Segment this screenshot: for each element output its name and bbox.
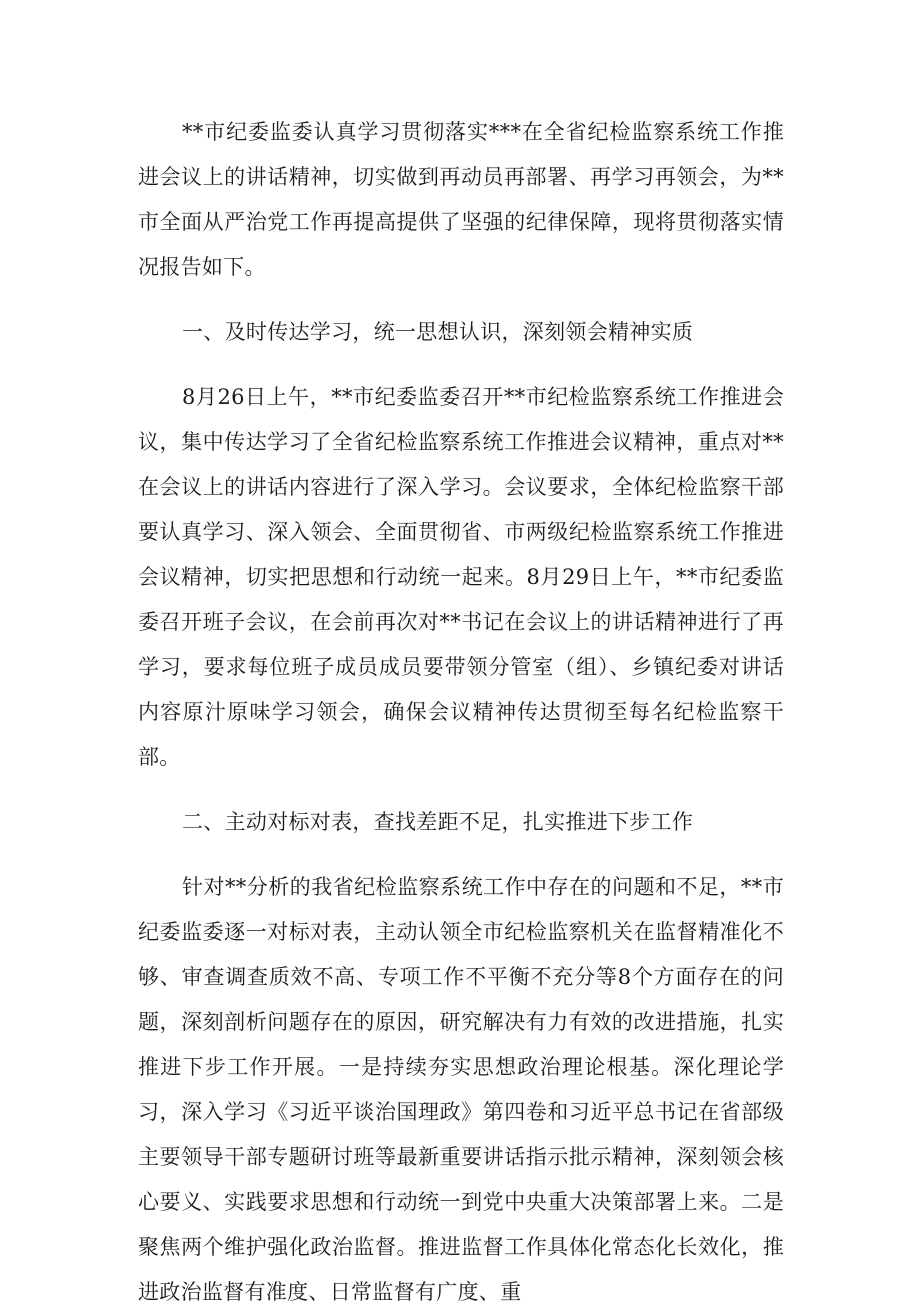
section-1-paragraph: 8月26日上午，**市纪委监委召开**市纪检监察系统工作推进会议，集中传达学习了全省纪检监察系统工作推进会议精神，重点对**在会议上的讲话内容进行了深入学习。会议要求，全体纪检监察干部要认真学习、深入领会、全面贯彻省、市两级纪检监察系统工作推进会议精神，切实把思想和行动统一起来。8月29日上午，**市纪委监委召开班子会议，在会前再次对**书记在会议上的讲话精神进行了再学习，要求每位班子成员成员要带领分管室（组）、乡镇纪委对讲话内容原汁原味学习领会，确保会议精神传达贯彻至每名纪检监察干部。 [138, 385, 784, 769]
section-2-paragraph: 针对**分析的我省纪检监察系统工作中存在的问题和不足，**市纪委监委逐一对标对表，主动认领全市纪检监察机关在监督精准化不够、审查调查质效不高、专项工作不平衡不充分等8个方面存在的问题，深刻剖析问题存在的原因，研究解决有力有效的改进措施，扎实推进下步工作开展。一是持续夯实思想政治理论根基。深化理论学习，深入学习《习近平谈治国理政》第四卷和习近平总书记在省部级主要领导干部专题研讨班等最新重要讲话指示批示精神，深刻领会核心要义、实践要求思想和行动统一到党中央重大决策部署上来。二是聚焦两个维护强化政治监督。推进监督工作具体化常态化长效化，推进政治监督有准度、日常监督有广度、重 [138, 875, 784, 1304]
paragraph-spacer [138, 780, 784, 800]
intro-paragraph: **市纪委监委认真学习贯彻落实***在全省纪检监察系统工作推进会议上的讲话精神，切实做到再动员再部署、再学习再领会，为**市全面从严治党工作再提高提供了坚强的纪律保障，现将贯彻落实情况报告如下。 [138, 120, 784, 279]
document-body [138, 110, 784, 1315]
section-1-heading: 一、及时传达学习，统一思想认识，深刻领会精神实质 [182, 320, 694, 344]
paragraph-spacer [138, 355, 784, 375]
section-2-heading: 二、主动对标对表，查找差距不足，扎实推进下步工作 [182, 810, 694, 834]
paragraph-spacer [138, 845, 784, 865]
paragraph-spacer [138, 290, 784, 310]
